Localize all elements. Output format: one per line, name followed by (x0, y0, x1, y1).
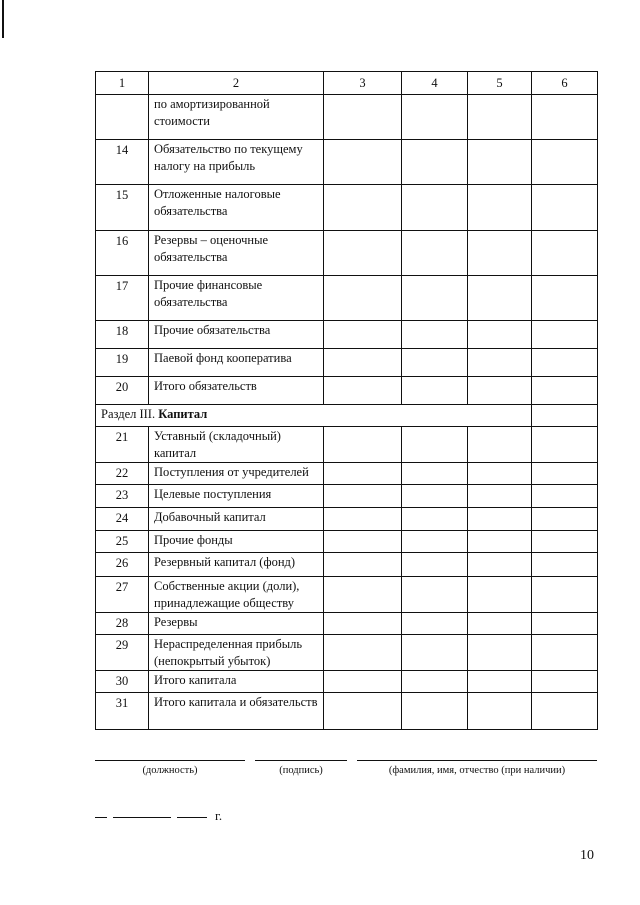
table-row (96, 427, 598, 463)
row-number (96, 95, 149, 140)
page-number: 10 (580, 848, 594, 863)
row-name: по амортизированной стоимости (149, 95, 324, 140)
row-number: 31 (96, 693, 149, 730)
row-name: Прочие обязательства (149, 321, 324, 349)
position-signature-line (95, 760, 245, 785)
row-number: 24 (96, 508, 149, 531)
row-number: 29 (96, 635, 149, 671)
table-row (96, 693, 598, 730)
row-number: 25 (96, 531, 149, 553)
row-name: Отложенные налоговые обязательства (149, 185, 324, 231)
row-name: Итого капитала и обязательств (149, 693, 324, 730)
section-prefix: Раздел III. (101, 407, 156, 421)
row-number: 22 (96, 463, 149, 485)
position-caption: (должность) (142, 765, 198, 776)
row-name: Резервы – оценочные обязательства (149, 231, 324, 276)
row-name: Прочие финансовые обязательства (149, 276, 324, 321)
table-row (96, 635, 598, 671)
table-row (96, 377, 598, 405)
row-name: Резервный капитал (фонд) (149, 553, 324, 577)
row-number: 15 (96, 185, 149, 231)
row-name: Резервы (149, 613, 324, 635)
table-row (96, 463, 598, 485)
row-number: 30 (96, 671, 149, 693)
row-name: Уставный (складочный) капитал (149, 427, 324, 463)
column-header: 5 (468, 72, 532, 95)
table-row (96, 671, 598, 693)
row-name: Прочие фонды (149, 531, 324, 553)
table-row (96, 231, 598, 276)
signature-caption: (подпись) (279, 765, 323, 776)
year-suffix: г. (215, 808, 223, 823)
row-number: 18 (96, 321, 149, 349)
table-row (96, 140, 598, 185)
date-line (95, 808, 222, 824)
row-name: Добавочный капитал (149, 508, 324, 531)
section-title: Капитал (158, 407, 208, 421)
row-name: Целевые поступления (149, 485, 324, 508)
page-edge-mark (2, 0, 4, 38)
column-header: 1 (96, 72, 149, 95)
table-row (96, 508, 598, 531)
row-number: 16 (96, 231, 149, 276)
table-row (96, 276, 598, 321)
column-header: 6 (532, 72, 598, 95)
row-number: 14 (96, 140, 149, 185)
table-row (96, 95, 598, 140)
table-header-row (96, 72, 598, 95)
row-name: Итого обязательств (149, 377, 324, 405)
table-row (96, 321, 598, 349)
row-name: Паевой фонд кооператива (149, 349, 324, 377)
full-name-caption: (фамилия, имя, отчество (при наличии) (388, 765, 566, 776)
row-name: Собственные акции (доли), принадлежащие обществу (149, 577, 324, 613)
row-name: Нераспределенная прибыль (непокрытый убыток) (149, 635, 324, 671)
balance-table (95, 71, 598, 730)
table-row (96, 553, 598, 577)
row-name: Обязательство по текущему налогу на прибыль (149, 140, 324, 185)
row-number: 17 (96, 276, 149, 321)
table-row (96, 531, 598, 553)
row-number: 21 (96, 427, 149, 463)
row-number: 26 (96, 553, 149, 577)
table-row (96, 349, 598, 377)
table-row (96, 577, 598, 613)
row-number: 20 (96, 377, 149, 405)
section-heading (96, 405, 532, 427)
row-name: Поступления от учредителей (149, 463, 324, 485)
row-number: 23 (96, 485, 149, 508)
column-header: 2 (149, 72, 324, 95)
row-number: 28 (96, 613, 149, 635)
row-name: Итого капитала (149, 671, 324, 693)
section-row (96, 405, 598, 427)
row-number: 19 (96, 349, 149, 377)
table-row (96, 613, 598, 635)
row-number: 27 (96, 577, 149, 613)
table-row (96, 485, 598, 508)
table-row (96, 185, 598, 231)
column-header: 4 (402, 72, 468, 95)
signature-line (255, 760, 347, 785)
column-header: 3 (324, 72, 402, 95)
full-name-signature-line (357, 760, 597, 785)
